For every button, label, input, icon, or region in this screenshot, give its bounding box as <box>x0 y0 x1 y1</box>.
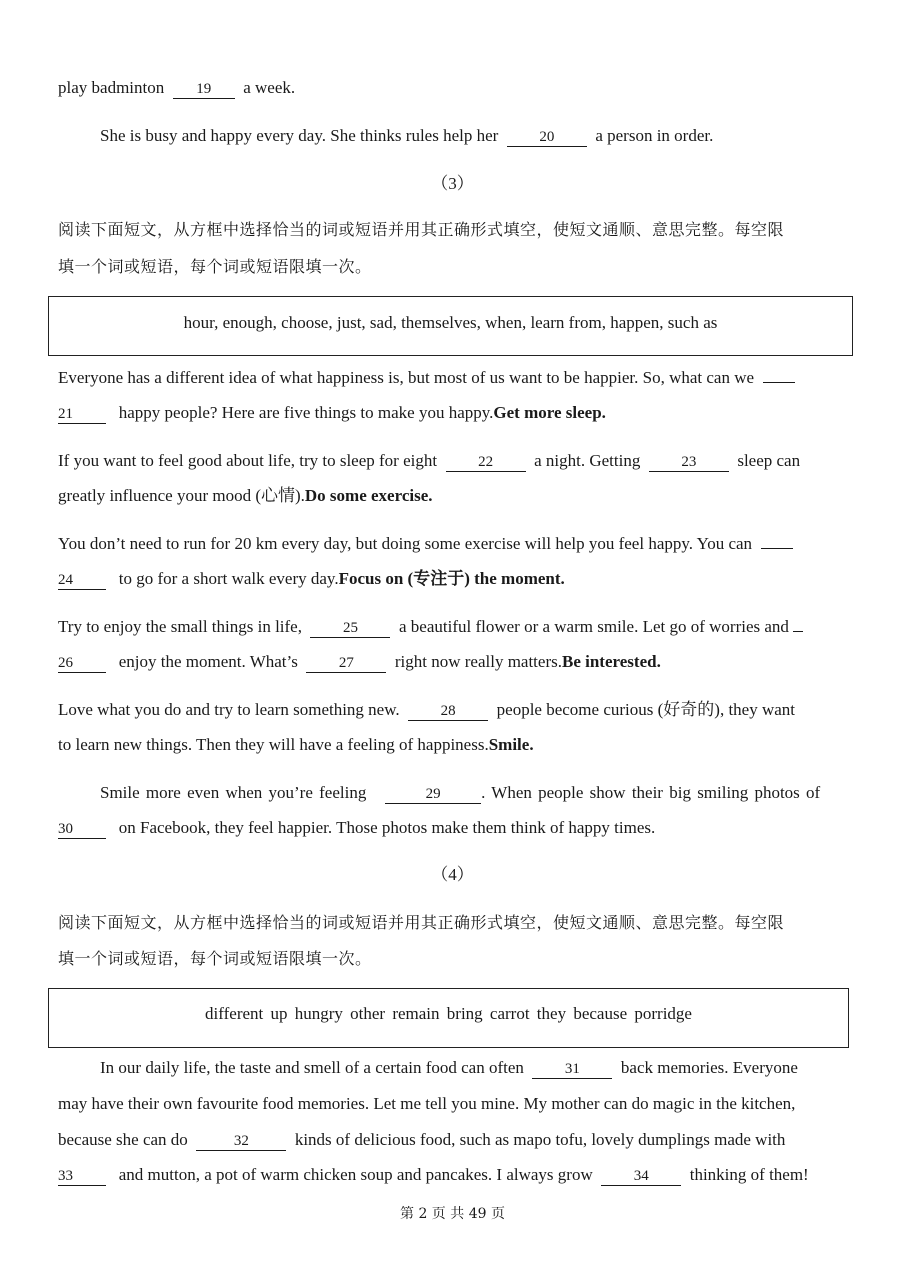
blank-26[interactable]: 26 <box>58 654 106 673</box>
word-box <box>48 296 853 356</box>
text-line <box>58 651 661 673</box>
text: because she can do <box>58 1130 188 1149</box>
subheading: Focus on (专注于) the moment. <box>338 569 565 588</box>
text: happy people? Here are five things to make you happy. <box>118 403 494 422</box>
text: Smile more even when you’re feeling <box>100 783 367 802</box>
instruction-line: 填一个词或短语，每个词或短语限填一次。 <box>58 949 372 968</box>
text: a week. <box>243 78 296 97</box>
text: a beautiful flower or a warm smile. Let go of worries and <box>398 617 789 636</box>
text-line <box>100 782 820 804</box>
blank-24[interactable]: 24 <box>58 571 106 590</box>
text: Try to enjoy the small things in life, <box>58 617 302 636</box>
text: a night. Getting <box>534 451 641 470</box>
blank-21-lead[interactable] <box>763 382 795 383</box>
text-line <box>100 1057 798 1079</box>
blank-29[interactable]: 29 <box>385 785 481 804</box>
text: enjoy the moment. What’s <box>118 652 298 671</box>
subheading: Smile. <box>488 735 534 754</box>
text: a person in order. <box>595 126 714 145</box>
text: In our daily life, the taste and smell of a certain food can often <box>100 1058 524 1077</box>
blank-32[interactable]: 32 <box>196 1132 286 1151</box>
blank-28[interactable]: 28 <box>408 702 488 721</box>
text-line <box>58 568 565 590</box>
text-line <box>100 125 713 147</box>
section-heading: （3） <box>431 174 474 193</box>
text: to go for a short walk every day. <box>118 569 339 588</box>
text-line <box>58 1129 785 1151</box>
text: Everyone has a different idea of what happiness is, but most of us want to be happier. So, what can we <box>58 368 755 387</box>
blank-21[interactable]: 21 <box>58 405 106 424</box>
text: back memories. Everyone <box>620 1058 798 1077</box>
blank-33[interactable]: 33 <box>58 1167 106 1186</box>
blank-26-lead[interactable] <box>793 631 803 632</box>
text: You don’t need to run for 20 km every day, but doing some exercise will help you feel happy. You can <box>58 534 753 553</box>
instruction-line: 阅读下面短文，从方框中选择恰当的词或短语并用其正确形式填空，使短文通顺、意思完整。每空限 <box>58 913 785 932</box>
subheading: Do some exercise. <box>304 486 433 505</box>
text: to learn new things. Then they will have a feeling of happiness. <box>58 735 489 754</box>
blank-20[interactable]: 20 <box>507 128 587 147</box>
blank-24-lead[interactable] <box>761 548 793 549</box>
blank-19[interactable]: 19 <box>173 80 235 99</box>
blank-27[interactable]: 27 <box>306 654 386 673</box>
word-box-text: different up hungry other remain bring carrot they because porridge <box>205 1004 692 1023</box>
text-line <box>58 734 534 756</box>
text-line <box>58 699 795 721</box>
blank-34[interactable]: 34 <box>601 1167 681 1186</box>
section-heading: （4） <box>431 865 474 884</box>
text: right now really matters. <box>394 652 562 671</box>
text: She is busy and happy every day. She thinks rules help her <box>100 126 499 145</box>
instruction-line: 阅读下面短文，从方框中选择恰当的词或短语并用其正确形式填空，使短文通顺、意思完整。每空限 <box>58 220 785 239</box>
text: and mutton, a pot of warm chicken soup and pancakes. I always grow <box>118 1165 593 1184</box>
blank-23[interactable]: 23 <box>649 453 729 472</box>
text: sleep can <box>737 451 801 470</box>
text-line <box>58 402 606 424</box>
text: greatly influence your mood (心情). <box>58 486 305 505</box>
text: If you want to feel good about life, try to sleep for eight <box>58 451 438 470</box>
subheading: Get more sleep. <box>493 403 606 422</box>
text: thinking of them! <box>689 1165 809 1184</box>
blank-31[interactable]: 31 <box>532 1060 612 1079</box>
text-line: may have their own favourite food memories. Let me tell you mine. My mother can do magic in the kitchen, <box>58 1094 796 1113</box>
text-line <box>58 367 795 389</box>
text: kinds of delicious food, such as mapo tofu, lovely dumplings made with <box>294 1130 786 1149</box>
text: Love what you do and try to learn something new. <box>58 700 400 719</box>
instruction-line: 填一个词或短语，每个词或短语限填一次。 <box>58 257 372 276</box>
text: people become curious (好奇的), they want <box>496 700 796 719</box>
text-line <box>58 616 803 638</box>
blank-25[interactable]: 25 <box>310 619 390 638</box>
text-line <box>58 817 655 839</box>
word-box <box>48 988 849 1048</box>
text-line <box>58 485 433 507</box>
text: . When people show their big smiling photos of <box>481 783 821 802</box>
text-line <box>58 77 295 99</box>
blank-30[interactable]: 30 <box>58 820 106 839</box>
text-line <box>58 450 800 472</box>
subheading: Be interested. <box>561 652 661 671</box>
blank-22[interactable]: 22 <box>446 453 526 472</box>
page-footer: 第 2 页 共 49 页 <box>400 1206 505 1222</box>
word-box-text: hour, enough, choose, just, sad, themselves, when, learn from, happen, such as <box>183 313 718 332</box>
text: on Facebook, they feel happier. Those photos make them think of happy times. <box>118 818 656 837</box>
text: play badminton <box>58 78 165 97</box>
text-line <box>58 533 793 555</box>
text-line <box>58 1164 809 1186</box>
